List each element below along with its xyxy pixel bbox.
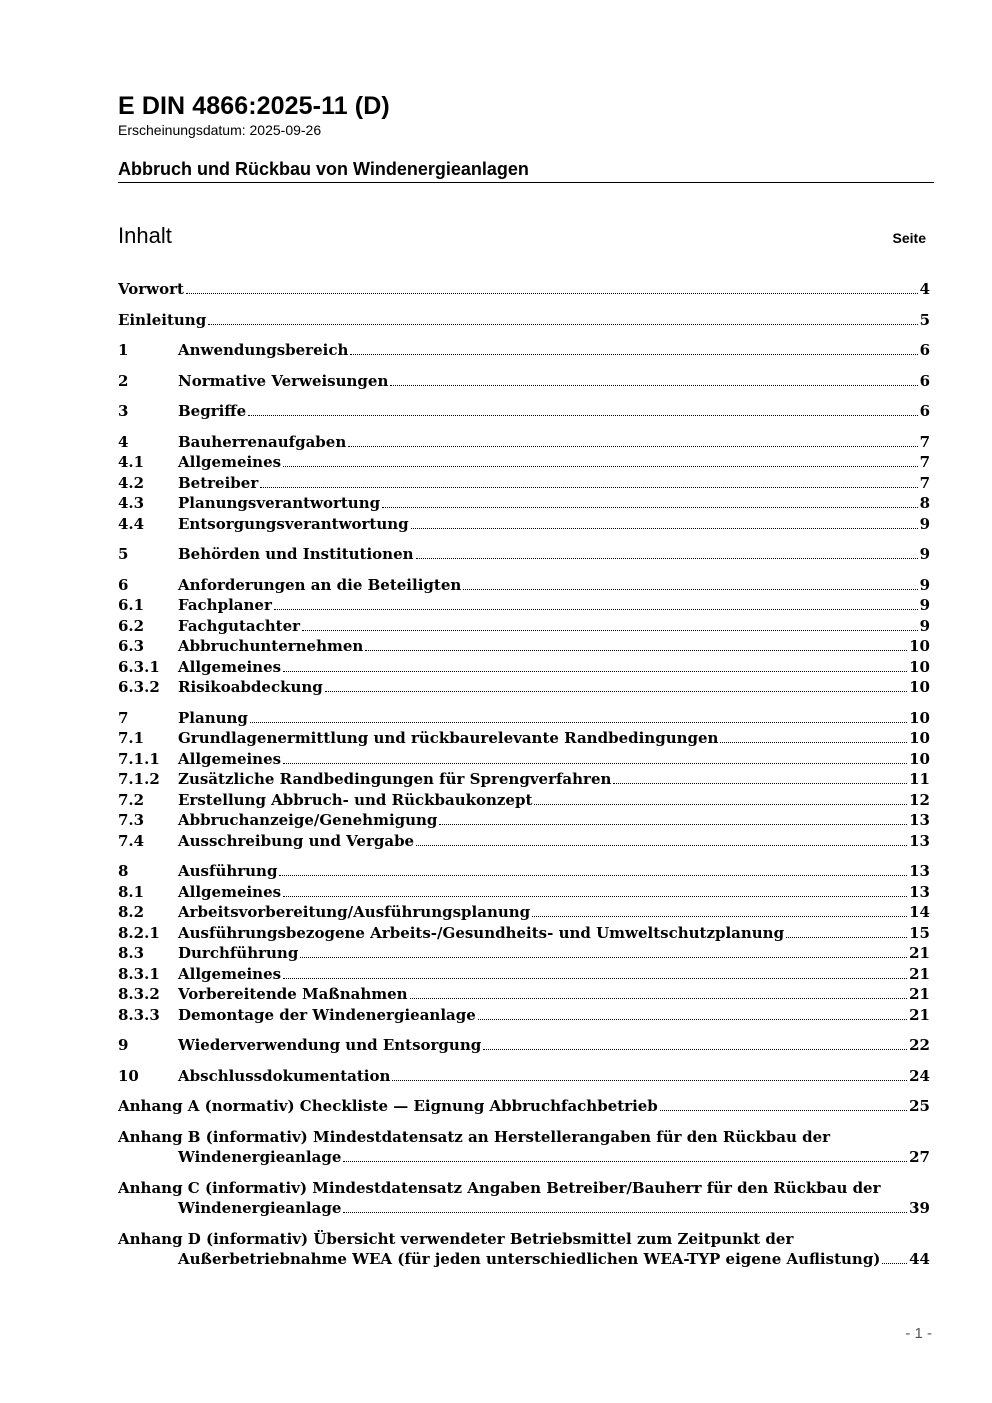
toc-entry-page: 12 (909, 790, 930, 809)
toc-entry-page: 25 (909, 1097, 930, 1115)
toc-entry-number: 6.3 (118, 637, 145, 655)
dot-leader (532, 916, 907, 917)
toc-entry-number: 7.1.1 (118, 749, 160, 768)
toc-entry[interactable] (118, 1178, 930, 1199)
toc-entry-number: 9 (118, 1036, 129, 1054)
toc-entry-page: 10 (909, 637, 930, 655)
dot-leader (416, 845, 907, 846)
toc-entry[interactable] (118, 575, 930, 596)
publication-date: Erscheinungsdatum: 2025-09-26 (118, 122, 322, 138)
document-id: E DIN 4866:2025-11 (D) (118, 92, 390, 120)
toc-entry[interactable] (118, 861, 930, 882)
toc-entry-title: Allgemeines (178, 453, 282, 471)
toc-entry[interactable] (118, 636, 930, 657)
dot-leader (534, 804, 907, 805)
toc-entry-page: 5 (919, 310, 930, 329)
toc-entry-title: Planungsverantwortung (178, 494, 381, 512)
dot-leader (882, 1263, 907, 1264)
toc-entry-title: Planung (178, 708, 248, 727)
toc-entry[interactable] (118, 657, 930, 678)
document-title: Abbruch und Rückbau von Windenergieanlagen (118, 159, 529, 179)
dot-leader (260, 487, 917, 488)
toc-entry-number: 1 (118, 341, 129, 359)
dot-leader (283, 896, 907, 897)
toc-entry[interactable] (118, 708, 930, 729)
toc-entry-title: Arbeitsvorbereitung/Ausführungsplanung (178, 903, 531, 921)
toc-entry-number: 3 (118, 402, 129, 420)
dot-leader (283, 763, 907, 764)
toc-entry[interactable] (118, 1229, 930, 1250)
toc-entry[interactable] (118, 452, 930, 473)
toc-entry-title: Grundlagenermittlung und rückbaurelevante Randbedingungen (178, 729, 719, 747)
toc-entry-number: 8.2.1 (118, 923, 160, 942)
dot-leader (410, 998, 908, 999)
toc-entry-page: 9 (919, 575, 930, 594)
toc-entry-page: 4 (919, 280, 930, 298)
dot-leader (382, 507, 917, 508)
toc-entry-number: 6 (118, 575, 129, 594)
toc-entry[interactable] (118, 595, 930, 616)
toc-entry-number: 8 (118, 862, 129, 880)
toc-entry-page: 22 (909, 1036, 930, 1054)
toc-entry[interactable] (118, 984, 930, 1005)
toc-entry-page: 11 (909, 770, 930, 788)
toc-entry-page: 9 (919, 596, 930, 614)
toc-entry-title: Abbruchanzeige/Genehmigung (178, 811, 438, 829)
toc-entry-title: Durchführung (178, 944, 299, 962)
toc-entry-number: 6.1 (118, 596, 145, 614)
dot-leader (411, 528, 918, 529)
toc-entry-continuation[interactable] (118, 1147, 930, 1168)
dot-leader (302, 630, 918, 631)
toc-entry-number: 4 (118, 432, 129, 451)
toc-entry-number: 7.1 (118, 729, 145, 747)
toc-entry-title: Allgemeines (178, 749, 282, 768)
toc-entry-page: 9 (919, 616, 930, 635)
toc-entry[interactable] (118, 882, 930, 903)
toc-entry-page: 9 (919, 545, 930, 563)
toc-heading: Inhalt (118, 223, 172, 248)
toc-entry-title: Allgemeines (178, 657, 282, 676)
toc-entry-page: 27 (909, 1148, 930, 1166)
dot-leader (248, 415, 917, 416)
toc-entry-number: 8.3.3 (118, 1005, 160, 1024)
dot-leader (208, 324, 917, 325)
dot-leader (416, 558, 918, 559)
toc-entry[interactable] (118, 1127, 930, 1148)
toc-entry[interactable] (118, 340, 930, 361)
toc-entry[interactable] (118, 1035, 930, 1056)
toc-entry-page: 10 (909, 749, 930, 768)
dot-leader (283, 978, 907, 979)
toc-entry-number: 8.2 (118, 903, 145, 921)
toc-entry-title-continued: Windenergieanlage (178, 1199, 342, 1217)
toc-entry[interactable] (118, 749, 930, 770)
dot-leader (786, 937, 907, 938)
table-of-contents (118, 279, 930, 1270)
toc-entry-number: 7.3 (118, 811, 145, 829)
toc-entry-title: Anhang A (normativ) Checkliste — Eignung Abbruchfachbetrieb (118, 1097, 658, 1115)
toc-entry[interactable] (118, 616, 930, 637)
toc-entry-title: Risikoabdeckung (178, 678, 323, 696)
toc-entry-title: Normative Verweisungen (178, 371, 389, 390)
toc-entry-number: 7 (118, 708, 129, 727)
toc-entry[interactable] (118, 810, 930, 831)
toc-entry-number: 6.2 (118, 616, 145, 635)
toc-entry-page: 7 (919, 473, 930, 492)
toc-entry-title: Anwendungsbereich (178, 341, 349, 359)
toc-entry-number: 7.1.2 (118, 770, 160, 788)
toc-entry-title: Fachplaner (178, 596, 272, 614)
toc-entry-title: Allgemeines (178, 964, 282, 983)
dot-leader (392, 1080, 907, 1081)
toc-entry[interactable] (118, 902, 930, 923)
toc-entry-title: Vorbereitende Maßnahmen (178, 985, 408, 1003)
dot-leader (439, 824, 907, 825)
toc-entry-title: Fachgutachter (178, 616, 301, 635)
dot-leader (343, 1161, 907, 1162)
toc-entry-page: 10 (909, 708, 930, 727)
toc-entry[interactable] (118, 493, 930, 514)
toc-entry-page: 24 (909, 1066, 930, 1085)
toc-entry-title: Ausführungsbezogene Arbeits-/Gesundheits- und Umweltschutzplanung (178, 923, 785, 942)
toc-entry-title: Anforderungen an die Beteiligten (178, 575, 462, 594)
toc-entry-page: 21 (909, 985, 930, 1003)
toc-entry-title: Entsorgungsverantwortung (178, 514, 409, 533)
toc-entry[interactable] (118, 279, 930, 300)
toc-entry-page: 15 (909, 923, 930, 942)
toc-entry-continuation[interactable] (118, 1198, 930, 1219)
toc-entry[interactable] (118, 544, 930, 565)
toc-entry-page: 7 (919, 432, 930, 451)
dot-leader (250, 722, 907, 723)
toc-entry-page: 10 (909, 657, 930, 676)
toc-entry-title: Anhang C (informativ) Mindestdatensatz Angaben Betreiber/Bauherr für den Rückbau der (118, 1178, 881, 1197)
toc-entry[interactable] (118, 964, 930, 985)
toc-entry-number: 8.1 (118, 882, 145, 901)
toc-entry-title-continued: Windenergieanlage (178, 1148, 342, 1166)
toc-entry-number: 8.3.2 (118, 985, 160, 1003)
toc-entry-number: 4.1 (118, 453, 145, 471)
dot-leader (365, 650, 907, 651)
toc-entry-title: Anhang D (informativ) Übersicht verwendeter Betriebsmittel zum Zeitpunkt der (118, 1229, 794, 1248)
toc-entry[interactable] (118, 769, 930, 790)
toc-entry-page: 6 (919, 341, 930, 359)
toc-entry[interactable] (118, 831, 930, 852)
dot-leader (186, 293, 918, 294)
toc-entry-title: Bauherrenaufgaben (178, 432, 347, 451)
toc-entry[interactable] (118, 923, 930, 944)
toc-entry-page: 13 (909, 831, 930, 850)
dot-leader (343, 1212, 907, 1213)
toc-entry-page: 8 (919, 494, 930, 512)
toc-entry-title: Anhang B (informativ) Mindestdatensatz an Herstellerangaben für den Rückbau der (118, 1127, 831, 1146)
toc-entry-title: Abschlussdokumentation (178, 1066, 391, 1085)
dot-leader (350, 354, 917, 355)
toc-entry-title-continued: Außerbetriebnahme WEA (für jeden unterschiedlichen WEA-TYP eigene Auflistung) (178, 1250, 881, 1268)
toc-entry-number: 6.3.1 (118, 657, 160, 676)
toc-entry-page: 21 (909, 1005, 930, 1024)
dot-leader (720, 742, 907, 743)
toc-entry[interactable] (118, 677, 930, 698)
toc-entry[interactable] (118, 1066, 930, 1087)
dot-leader (483, 1049, 907, 1050)
dot-leader (478, 1019, 907, 1020)
toc-entry-title: Abbruchunternehmen (178, 637, 364, 655)
dot-leader (283, 671, 907, 672)
toc-entry-page: 6 (919, 371, 930, 390)
toc-entry-number: 7.4 (118, 831, 145, 850)
toc-entry-number: 10 (118, 1066, 139, 1085)
toc-entry[interactable] (118, 943, 930, 964)
toc-entry-page: 7 (919, 453, 930, 471)
toc-entry-title: Ausschreibung und Vergabe (178, 831, 415, 850)
toc-entry-title: Allgemeines (178, 882, 282, 901)
toc-entry[interactable] (118, 728, 930, 749)
toc-entry-number: 8.3 (118, 944, 145, 962)
toc-entry[interactable] (118, 1005, 930, 1026)
toc-entry-title: Begriffe (178, 402, 247, 420)
toc-entry-title: Vorwort (118, 280, 184, 298)
toc-entry[interactable] (118, 401, 930, 422)
toc-entry-page: 9 (919, 514, 930, 533)
toc-entry-page: 13 (909, 811, 930, 829)
toc-entry-title: Behörden und Institutionen (178, 545, 414, 563)
toc-entry-title: Einleitung (118, 310, 207, 329)
toc-entry-number: 4.4 (118, 514, 145, 533)
dot-leader (325, 691, 907, 692)
toc-entry[interactable] (118, 432, 930, 453)
toc-entry-number: 6.3.2 (118, 678, 160, 696)
toc-entry[interactable] (118, 310, 930, 331)
toc-entry[interactable] (118, 790, 930, 811)
toc-entry-page: 39 (909, 1199, 930, 1217)
toc-entry-page: 14 (909, 903, 930, 921)
toc-entry-continuation[interactable] (118, 1249, 930, 1270)
toc-entry[interactable] (118, 473, 930, 494)
dot-leader (279, 875, 907, 876)
toc-entry-title: Zusätzliche Randbedingungen für Sprengverfahren (178, 770, 612, 788)
toc-entry-page: 21 (909, 964, 930, 983)
dot-leader (348, 446, 917, 447)
toc-entry-number: 7.2 (118, 790, 145, 809)
toc-entry-page: 13 (909, 882, 930, 901)
toc-entry-number: 8.3.1 (118, 964, 160, 983)
toc-entry-page: 10 (909, 729, 930, 747)
toc-entry-title: Betreiber (178, 473, 259, 492)
toc-entry[interactable] (118, 1096, 930, 1117)
toc-entry-title: Ausführung (178, 862, 278, 880)
toc-entry-title: Erstellung Abbruch- und Rückbaukonzept (178, 790, 533, 809)
dot-leader (274, 609, 918, 610)
dot-leader (300, 957, 907, 958)
toc-entry-number: 4.2 (118, 473, 145, 492)
page-column-label: Seite (892, 230, 926, 246)
toc-entry-number: 4.3 (118, 494, 145, 512)
dot-leader (463, 589, 917, 590)
toc-entry-number: 5 (118, 545, 129, 563)
dot-leader (390, 385, 917, 386)
dot-leader (283, 466, 917, 467)
toc-entry-title: Demontage der Windenergieanlage (178, 1005, 476, 1024)
toc-entry-number: 2 (118, 371, 129, 390)
toc-entry-page: 13 (909, 862, 930, 880)
toc-entry-title: Wiederverwendung und Entsorgung (178, 1036, 482, 1054)
page-number: - 1 - (905, 1325, 932, 1342)
toc-entry-page: 21 (909, 944, 930, 962)
toc-entry-page: 10 (909, 678, 930, 696)
toc-entry-page: 6 (919, 402, 930, 420)
toc-entry[interactable] (118, 371, 930, 392)
toc-entry[interactable] (118, 514, 930, 535)
dot-leader (613, 783, 907, 784)
dot-leader (660, 1110, 907, 1111)
toc-entry-page: 44 (909, 1250, 930, 1268)
title-divider (118, 182, 934, 183)
